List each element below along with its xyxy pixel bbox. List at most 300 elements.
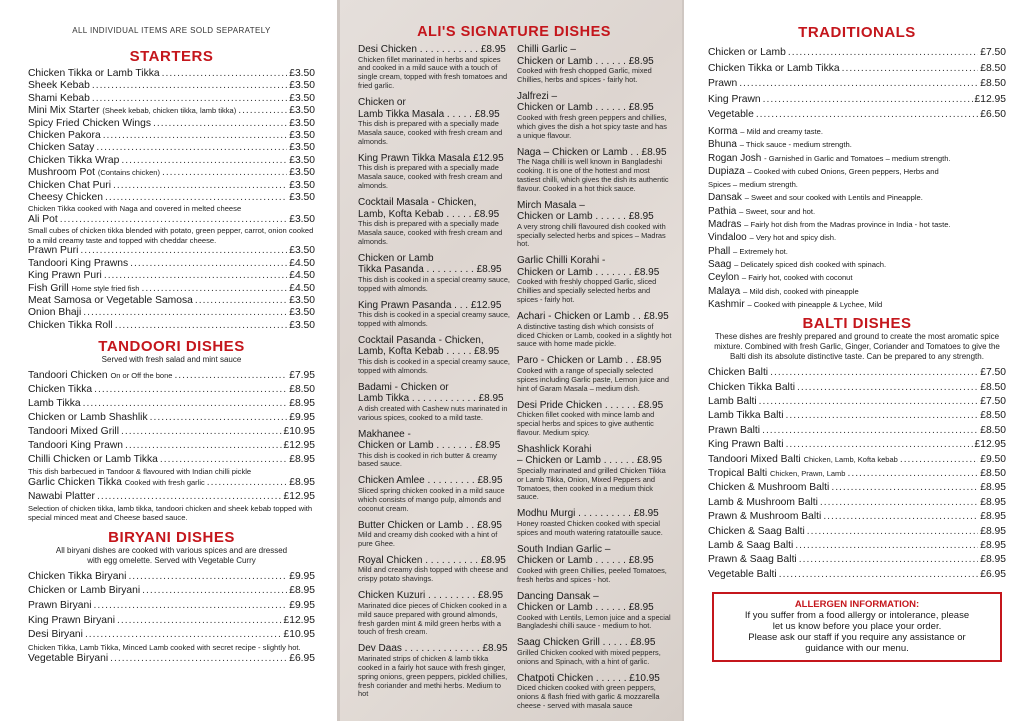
item-name: [28, 93, 90, 105]
signature-dish-title: Saag Chicken Grill . . . . . £8.95: [517, 637, 656, 649]
item-price: £3.50: [289, 319, 315, 331]
signature-dish-description: Chicken fillet cooked with mince lamb and special herbs and spices to give authentic flavour. Medium spicy.: [517, 410, 655, 437]
item-description: Selection of chicken tikka, lamb tikka, tandoori chicken and sheek kebab topped with special minced meat and Cheese based sauce.: [28, 503, 313, 523]
menu-item-row: [28, 245, 315, 257]
item-price: £8.95: [980, 525, 1006, 537]
dot-leader: [160, 453, 287, 467]
signature-dish: [517, 91, 672, 141]
menu-item-row: [708, 76, 1006, 92]
curry-style-desc: – Delicately spiced dish cooked with spinach.: [734, 259, 887, 269]
item-name: [708, 424, 760, 438]
item-price: £3.50: [289, 68, 315, 79]
tandoori-subtitle: Served with fresh salad and mint sauce: [101, 355, 242, 365]
dot-leader: [113, 180, 287, 192]
item-price: £3.50: [289, 130, 315, 142]
item-price: £3.50: [289, 213, 315, 225]
item-name: [28, 439, 123, 453]
balti-list: [708, 366, 1006, 582]
dot-leader: [756, 107, 978, 123]
dot-leader: [83, 307, 287, 319]
curry-style-item: [708, 298, 1006, 311]
item-name: [28, 80, 90, 92]
signature-dish-description: This dish is cooked in a special creamy sauce, topped with almonds.: [358, 310, 510, 328]
menu-item-row: [28, 397, 315, 411]
signature-dish-title: Jalfrezi – Chicken or Lamb . . . . . . £8.95: [517, 90, 654, 114]
item-price: £8.95: [980, 496, 1006, 508]
signature-dish-title: Chicken Kuzuri . . . . . . . . . £8.95: [358, 590, 504, 602]
signature-dish-title: Badami - Chicken or Lamb Tikka . . . . . . . . . . . . £8.95: [358, 381, 504, 405]
menu-item-row: [28, 307, 315, 319]
signature-dish-title: Naga – Chicken or Lamb . . £8.95: [517, 146, 667, 158]
dot-leader: [900, 453, 978, 467]
item-name-text: Vegetable: [708, 109, 754, 121]
curry-style-desc: – Sweet and sour cooked with Lentils and Pineapple.: [744, 193, 923, 203]
item-name-text: Tandoori Mixed Balti: [708, 453, 801, 465]
menu-item-row: [708, 553, 1006, 567]
item-name: [708, 510, 821, 524]
dot-leader: [238, 105, 287, 117]
item-name: [708, 453, 898, 467]
curry-style-name: Korma: [708, 125, 738, 137]
item-price: £9.95: [289, 600, 315, 612]
item-name: [28, 270, 102, 282]
menu-item-row: [28, 383, 315, 397]
dot-leader: [820, 496, 978, 510]
curry-style-desc: – Very hot and spicy dish.: [749, 233, 837, 243]
dot-leader: [807, 525, 978, 539]
signature-dish: [517, 400, 672, 438]
curry-style-name: Madras: [708, 219, 742, 231]
curry-style-desc: - Garnished in Garlic and Tomatoes – medium strength.: [764, 153, 951, 163]
menu-item-row: [708, 568, 1006, 582]
item-name: [28, 68, 160, 80]
item-price: £8.95: [289, 585, 315, 597]
dot-leader: [128, 570, 287, 585]
item-name: [28, 192, 103, 204]
item-price: £3.50: [289, 92, 315, 104]
signature-dish: [517, 255, 672, 305]
item-name-text: Chicken Satay: [28, 142, 95, 154]
allergen-line-1: If you suffer from a food allergy or intolerance, please: [744, 610, 970, 622]
signature-dish-title: Achari - Chicken or Lamb . . £8.95: [517, 311, 669, 323]
signature-dish: [358, 44, 510, 91]
item-name-text: Tandoori Chicken: [28, 370, 108, 382]
menu-item-row: [708, 409, 1006, 423]
allergen-title: ALLERGEN INFORMATION:: [794, 599, 920, 611]
item-price: £8.50: [980, 78, 1006, 90]
signature-dish: [517, 591, 672, 632]
signature-dish-title: Desi Pride Chicken . . . . . . £8.95: [517, 399, 664, 411]
dot-leader: [104, 270, 287, 282]
curry-style-desc: – Thick sauce - medium strength.: [739, 140, 852, 150]
item-name-text: Nawabi Platter: [28, 490, 95, 502]
curry-style-desc: – Extremely hot.: [733, 246, 788, 256]
dot-leader: [85, 628, 282, 643]
starters-heading: STARTERS: [129, 48, 214, 65]
dot-leader: [799, 553, 979, 567]
signature-dish-description: This dish is cooked in a special creamy sauce, topped with almonds.: [358, 274, 510, 293]
balti-subtitle-2: mixture. Combined with fresh Garlic, Ginger, Coriander and Tomatoes to give the: [714, 342, 1000, 352]
item-name-text: Tandoori Mixed Grill: [28, 425, 119, 437]
item-price: £3.50: [289, 154, 315, 166]
item-name: [28, 180, 111, 192]
item-name-text: Fish Grill: [28, 282, 69, 294]
dot-leader: [823, 510, 978, 524]
dot-leader: [762, 424, 978, 438]
dot-leader: [125, 439, 281, 453]
signature-dish-title: Chicken or Lamb Tikka Masala . . . . . £8.95: [358, 97, 500, 120]
balti-subtitle-1: These dishes are freshly prepared and ground to create the most aromatic spice: [714, 332, 1000, 342]
signature-dish: [358, 475, 510, 513]
menu-item-row: [28, 614, 315, 629]
item-price: £6.50: [980, 109, 1006, 121]
signature-dish: [358, 97, 510, 147]
item-name-text: Vegetable Biryani: [28, 653, 109, 665]
item-name: [708, 539, 793, 553]
dot-leader: [94, 599, 288, 614]
curry-style-item: [708, 165, 1006, 178]
signature-dish-title: Modhu Murgi . . . . . . . . . . £8.95: [517, 508, 659, 520]
item-price: £8.95: [980, 540, 1006, 551]
curry-styles-list: [708, 125, 1006, 311]
menu-item-row: [28, 80, 315, 92]
signature-dish-title: Makhanee - Chicken or Lamb . . . . . . . £8.95: [358, 428, 501, 452]
signature-dish: [358, 520, 510, 549]
menu-item-row: [708, 45, 1006, 61]
signature-dish-description: Honey roasted Chicken cooked with special spices and mouth watering ratatouille sauce.: [517, 518, 663, 537]
item-note: (Contains chicken): [97, 168, 160, 178]
signature-dish-title: Shashlick Korahi – Chicken or Lamb . . . . . . £8.95: [517, 443, 663, 467]
item-price: £4.50: [289, 257, 315, 269]
item-note: Cooked with fresh garlic: [124, 478, 205, 488]
menu-item-row: [708, 496, 1006, 510]
signature-dish-description: Cooked with fresh chopped Garlic, mixed Chillies, herbs and spices - fairly hot.: [517, 66, 652, 84]
signature-dish-title: Chicken Amlee . . . . . . . . . £8.95: [358, 475, 503, 487]
signature-dish: [358, 300, 510, 329]
dot-leader: [195, 295, 287, 307]
signature-dish-title: Cocktail Pasanda - Chicken, Lamb, Kofta Kebab . . . . . £8.95: [358, 334, 500, 358]
traditionals-heading: TRADITIONALS: [798, 24, 916, 41]
signature-dish: [358, 253, 510, 294]
item-name: [708, 366, 768, 380]
menu-item-row: [28, 599, 315, 614]
menu-item-row: [708, 92, 1006, 108]
item-name-text: Chicken Tikka Roll: [28, 319, 113, 331]
curry-style-item: [708, 125, 1006, 138]
dot-leader: [115, 320, 288, 332]
item-note: Chicken, Lamb, Kofta kebab: [803, 454, 898, 464]
signature-dish-title: Garlic Chilli Korahi - Chicken or Lamb . . . . . . . £8.95: [517, 255, 660, 278]
dot-leader: [788, 45, 978, 61]
dot-leader: [121, 155, 287, 167]
menu-item-row: [708, 525, 1006, 539]
signature-dish-title: Chilli Garlic – Chicken or Lamb . . . . . . £8.95: [517, 44, 654, 67]
biryani-subtitle-2: with egg omelette. Served with Vegetable Curry: [87, 555, 256, 565]
item-description: Chicken Tikka cooked with Naga and covered in melted cheese: [28, 204, 242, 214]
item-name: [708, 438, 784, 452]
menu-item-row: [28, 167, 315, 179]
menu-item-row: [28, 628, 315, 643]
menu-item-row: [28, 68, 315, 80]
curry-style-name: Dupiaza: [708, 165, 745, 177]
menu-item-row: [28, 142, 315, 154]
dot-leader: [103, 130, 288, 142]
signature-dish-title: Chicken or Lamb Tikka Pasanda . . . . . . . . . £8.95: [358, 252, 502, 276]
item-name-text: Mini Mix Starter: [28, 105, 100, 117]
menu-item-row: [28, 270, 315, 282]
item-name: [28, 584, 140, 599]
item-name: [708, 409, 784, 423]
signature-dish-description: Sliced spring chicken cooked in a mild sauce which consists of mango pulp, almonds and coconut cream.: [358, 485, 505, 513]
item-name: [28, 397, 81, 411]
dot-leader: [96, 142, 287, 154]
item-name: [708, 496, 818, 510]
item-name: [708, 107, 754, 123]
signature-dish: [517, 508, 672, 537]
dot-leader: [83, 397, 288, 411]
item-price: £8.50: [289, 384, 315, 396]
traditionals-list: [708, 45, 1006, 123]
menu-item-row: [708, 424, 1006, 438]
item-price: £9.50: [980, 453, 1006, 465]
item-name-text: Ali Pot: [28, 213, 58, 225]
item-price: £9.95: [289, 411, 315, 423]
item-name-text: Prawn & Mushroom Balti: [708, 511, 822, 523]
item-price: £8.95: [980, 554, 1006, 566]
item-price: £3.50: [289, 179, 315, 191]
menu-item-row: [708, 539, 1006, 553]
curry-style-name: Ceylon: [708, 272, 740, 284]
item-price: £12.95: [974, 439, 1006, 451]
dot-leader: [763, 92, 973, 108]
menu-item-row: [28, 439, 315, 453]
item-name: [708, 76, 737, 92]
item-name: [28, 369, 172, 383]
signature-dish: [517, 355, 672, 393]
item-name: [28, 425, 119, 439]
signature-dish: [358, 429, 510, 470]
signature-dish-description: This dish is prepared with a specially made Masala sauce, cooked with fresh cream and almonds.: [358, 119, 503, 146]
signature-dish: [358, 382, 510, 423]
menu-item-row: [28, 93, 315, 105]
item-name: [708, 61, 840, 77]
item-note: On or Off the bone: [110, 371, 173, 381]
dot-leader: [80, 245, 287, 257]
item-name: [708, 553, 797, 567]
left-panel: [0, 0, 337, 721]
item-name: [28, 614, 115, 629]
item-name: [708, 467, 845, 481]
dot-leader: [842, 61, 979, 77]
menu-item-row: [708, 438, 1006, 452]
item-name: [28, 320, 113, 332]
menu-item-row: [28, 180, 315, 192]
starters-list: [28, 68, 315, 332]
signature-dish-description: Chicken fillet marinated in herbs and spices and cooked in a mild sauce with a touch of single cream, topped with fresh tomatoes and fried garlic.: [358, 54, 508, 91]
signature-dish-description: Cooked with freshly chopped Garlic, sliced Chillies and specially selected herbs and spices - fairly hot.: [517, 277, 657, 305]
menu-item-row: [708, 381, 1006, 395]
item-price: £3.50: [289, 80, 315, 92]
dot-leader: [174, 369, 287, 383]
signature-dish-description: The Naga chilli is well known in Bangladeshi cooking. It is one of the hottest and most tastiest chilli, which gives the dish its authentic flavour. Cooked in a hot thick sauce.: [517, 157, 669, 193]
right-panel: [684, 0, 1024, 721]
menu-item-row: [28, 295, 315, 307]
menu-item-row: [28, 320, 315, 332]
item-name: [28, 599, 92, 614]
signature-dish: [517, 544, 672, 585]
item-description: Chicken Tikka, Lamb Tikka, Minced Lamb cooked with secret recipe - slightly hot.: [28, 642, 301, 652]
curry-style-name: Dansak: [708, 192, 742, 204]
item-price: £7.50: [980, 367, 1006, 379]
biryani-subtitle-1: All biryani dishes are cooked with various spices and are dressed: [55, 545, 288, 555]
item-name-text: Lamb Tikka Balti: [708, 410, 784, 422]
menu-item-row: [28, 258, 315, 270]
dot-leader: [130, 258, 287, 270]
menu-item-row: [28, 130, 315, 142]
balti-subtitle-3: Balti dish its absolute distinctive taste. Can be prepared to any strength.: [730, 352, 984, 362]
item-price: £4.50: [289, 270, 315, 282]
dot-leader: [94, 383, 287, 397]
item-name: [708, 381, 795, 395]
item-name-text: Cheesy Chicken: [28, 192, 103, 204]
item-name: [28, 155, 119, 167]
item-name: [28, 383, 92, 397]
top-note: ALL INDIVIDUAL ITEMS ARE SOLD SEPARATELY: [72, 26, 271, 35]
signature-dish: [358, 555, 510, 584]
item-name: [28, 307, 81, 319]
signature-dish-title: Paro - Chicken or Lamb . . £8.95: [517, 355, 662, 367]
item-name: [28, 490, 95, 504]
menu-item-row: [28, 652, 315, 667]
signature-dish-description: This dish is cooked in a special creamy sauce, topped with almonds.: [358, 356, 510, 375]
signature-dish: [517, 444, 672, 503]
curry-style-name: Malaya: [708, 285, 741, 297]
item-name: [708, 45, 786, 61]
curry-style-item: [708, 218, 1006, 231]
item-name-text: King Prawn Puri: [28, 270, 102, 282]
item-price: £10.95: [283, 629, 315, 641]
menu-item-row: [708, 61, 1006, 77]
signature-dish-description: This dish is cooked in rich butter & creamy based sauce.: [358, 450, 497, 469]
item-name: [28, 118, 151, 130]
signature-dish-description: A dish created with Cashew nuts marinated in various spices, cooked to a mild taste.: [358, 403, 508, 422]
dot-leader: [110, 652, 287, 667]
signature-dish-description: A distinctive tasting dish which consists of diced Chicken or Lamb, cooked in a slightly hot sauce with home made pickle.: [517, 321, 672, 349]
menu-item-row: [28, 411, 315, 425]
item-price: £8.95: [289, 398, 315, 410]
menu-item-row: [708, 395, 1006, 409]
item-price: £7.50: [980, 395, 1006, 407]
signature-dish-title: Dancing Dansak – Chicken or Lamb . . . . . . £8.95: [517, 590, 654, 613]
item-description: Small cubes of chicken tikka blended with potato, green pepper, carrot, onion cooked to a mild creamy taste and topped with cheddar cheese.: [28, 226, 314, 245]
signature-dish-title: Desi Chicken . . . . . . . . . . . £8.95: [358, 44, 506, 55]
signature-dish: [517, 311, 672, 349]
menu-item-row: [28, 425, 315, 439]
signature-dish-description: This dish is prepared with a specially made Masala sauce, cooked with fresh cream and almonds.: [358, 219, 503, 246]
dot-leader: [779, 568, 979, 582]
curry-style-name: Kashmir: [708, 298, 745, 310]
curry-style-desc: – Mild and creamy taste.: [740, 126, 823, 136]
item-price: £12.95: [283, 439, 315, 451]
menu-item-row: [28, 490, 315, 504]
dot-leader: [786, 409, 979, 423]
item-price: £3.50: [289, 245, 315, 257]
item-price: £7.95: [289, 370, 315, 382]
dot-leader: [121, 425, 282, 439]
balti-heading: BALTI DISHES: [802, 315, 912, 333]
menu-item-row: [28, 283, 315, 295]
dot-leader: [60, 214, 287, 226]
item-price: £8.95: [289, 453, 315, 465]
item-price: £8.50: [980, 410, 1006, 422]
item-name-text: King Prawn Balti: [708, 439, 784, 451]
item-name-text: Lamb & Saag Balti: [708, 540, 794, 551]
curry-style-desc-2: Spices – medium strength.: [708, 180, 798, 190]
biryani-list: [28, 570, 315, 667]
item-note: Chicken, Prawn, Lamb: [770, 468, 846, 478]
dot-leader: [847, 467, 978, 481]
signature-dish: [358, 590, 510, 637]
item-name-text: Chicken Tikka Balti: [708, 381, 795, 393]
item-name-text: Lamb & Mushroom Balti: [708, 496, 818, 508]
menu-item-row: [28, 570, 315, 585]
item-price: £9.95: [289, 570, 315, 582]
dot-leader: [162, 68, 288, 80]
item-name-text: Mushroom Pot: [28, 167, 95, 179]
item-name-text: Chicken Tikka Wrap: [28, 154, 120, 166]
dot-leader: [97, 490, 282, 504]
item-name-text: Meat Samosa or Vegetable Samosa: [28, 295, 193, 306]
signature-dish-title: King Prawn Tikka Masala £12.95: [358, 152, 504, 164]
curry-style-desc-cont: [708, 178, 1006, 191]
dot-leader: [739, 76, 978, 92]
signature-dish-description: Cooked with green Chillies, peeled Tomatoes, fresh herbs and spices - hot.: [517, 565, 667, 584]
signature-dish: [517, 637, 672, 666]
signature-dish-title: Chatpoti Chicken . . . . . . £10.95: [517, 672, 660, 684]
item-name: [28, 245, 78, 257]
menu-item-row: [28, 214, 315, 226]
signature-dish-description: This dish is prepared with a specially made Masala sauce, cooked with fresh cream and almonds.: [358, 163, 503, 191]
signature-dish: [358, 335, 510, 376]
item-name: [28, 214, 58, 226]
item-name-text: Chicken Balti: [708, 367, 769, 379]
item-name-text: Chicken Tikka or Lamb Tikka: [708, 62, 840, 74]
signature-dish-title: King Prawn Pasanda . . . £12.95: [358, 299, 502, 311]
item-name-text: Tandoori King Prawn: [28, 439, 124, 451]
signature-dish-description: Specially marinated and grilled Chicken Tikka or Lamb Tikka, Onion, Mixed Peppers and Tomatoes, then cooked in a medium thick sauce.: [517, 465, 666, 502]
item-price: £8.95: [289, 477, 315, 489]
curry-style-desc: – Cooked with pineapple & Lychee, Mild: [747, 299, 883, 309]
curry-style-item: [708, 205, 1006, 218]
item-name: [28, 105, 236, 117]
menu-item-row: [28, 105, 315, 117]
menu-item-row: [28, 118, 315, 130]
curry-style-desc: – Mild dish, cooked with pineapple: [743, 286, 859, 296]
menu-item-row: [28, 369, 315, 383]
item-name-text: Lamb Balti: [708, 395, 757, 407]
signature-dish-description: Grilled Chicken cooked with mixed peppers, onions and Spinach, with a hint of garlic.: [517, 647, 661, 666]
item-name-text: Chicken or Lamb Shashlik: [28, 411, 148, 423]
signature-dish: [358, 643, 510, 699]
menu-item-row: [708, 107, 1006, 123]
item-name: [708, 568, 777, 582]
signature-dish-title: Dev Daas . . . . . . . . . . . . . . £8.95: [358, 643, 508, 655]
item-name-text: Chicken Tikka: [28, 384, 93, 396]
item-price: £3.50: [289, 105, 315, 117]
signature-dish-description: Mild and creamy dish topped with cheese and crispy potato shavings.: [358, 565, 508, 584]
item-name-text: Chilli Chicken or Lamb Tikka: [28, 453, 158, 465]
signature-dish-title: Royal Chicken . . . . . . . . . . £8.95: [358, 554, 506, 566]
